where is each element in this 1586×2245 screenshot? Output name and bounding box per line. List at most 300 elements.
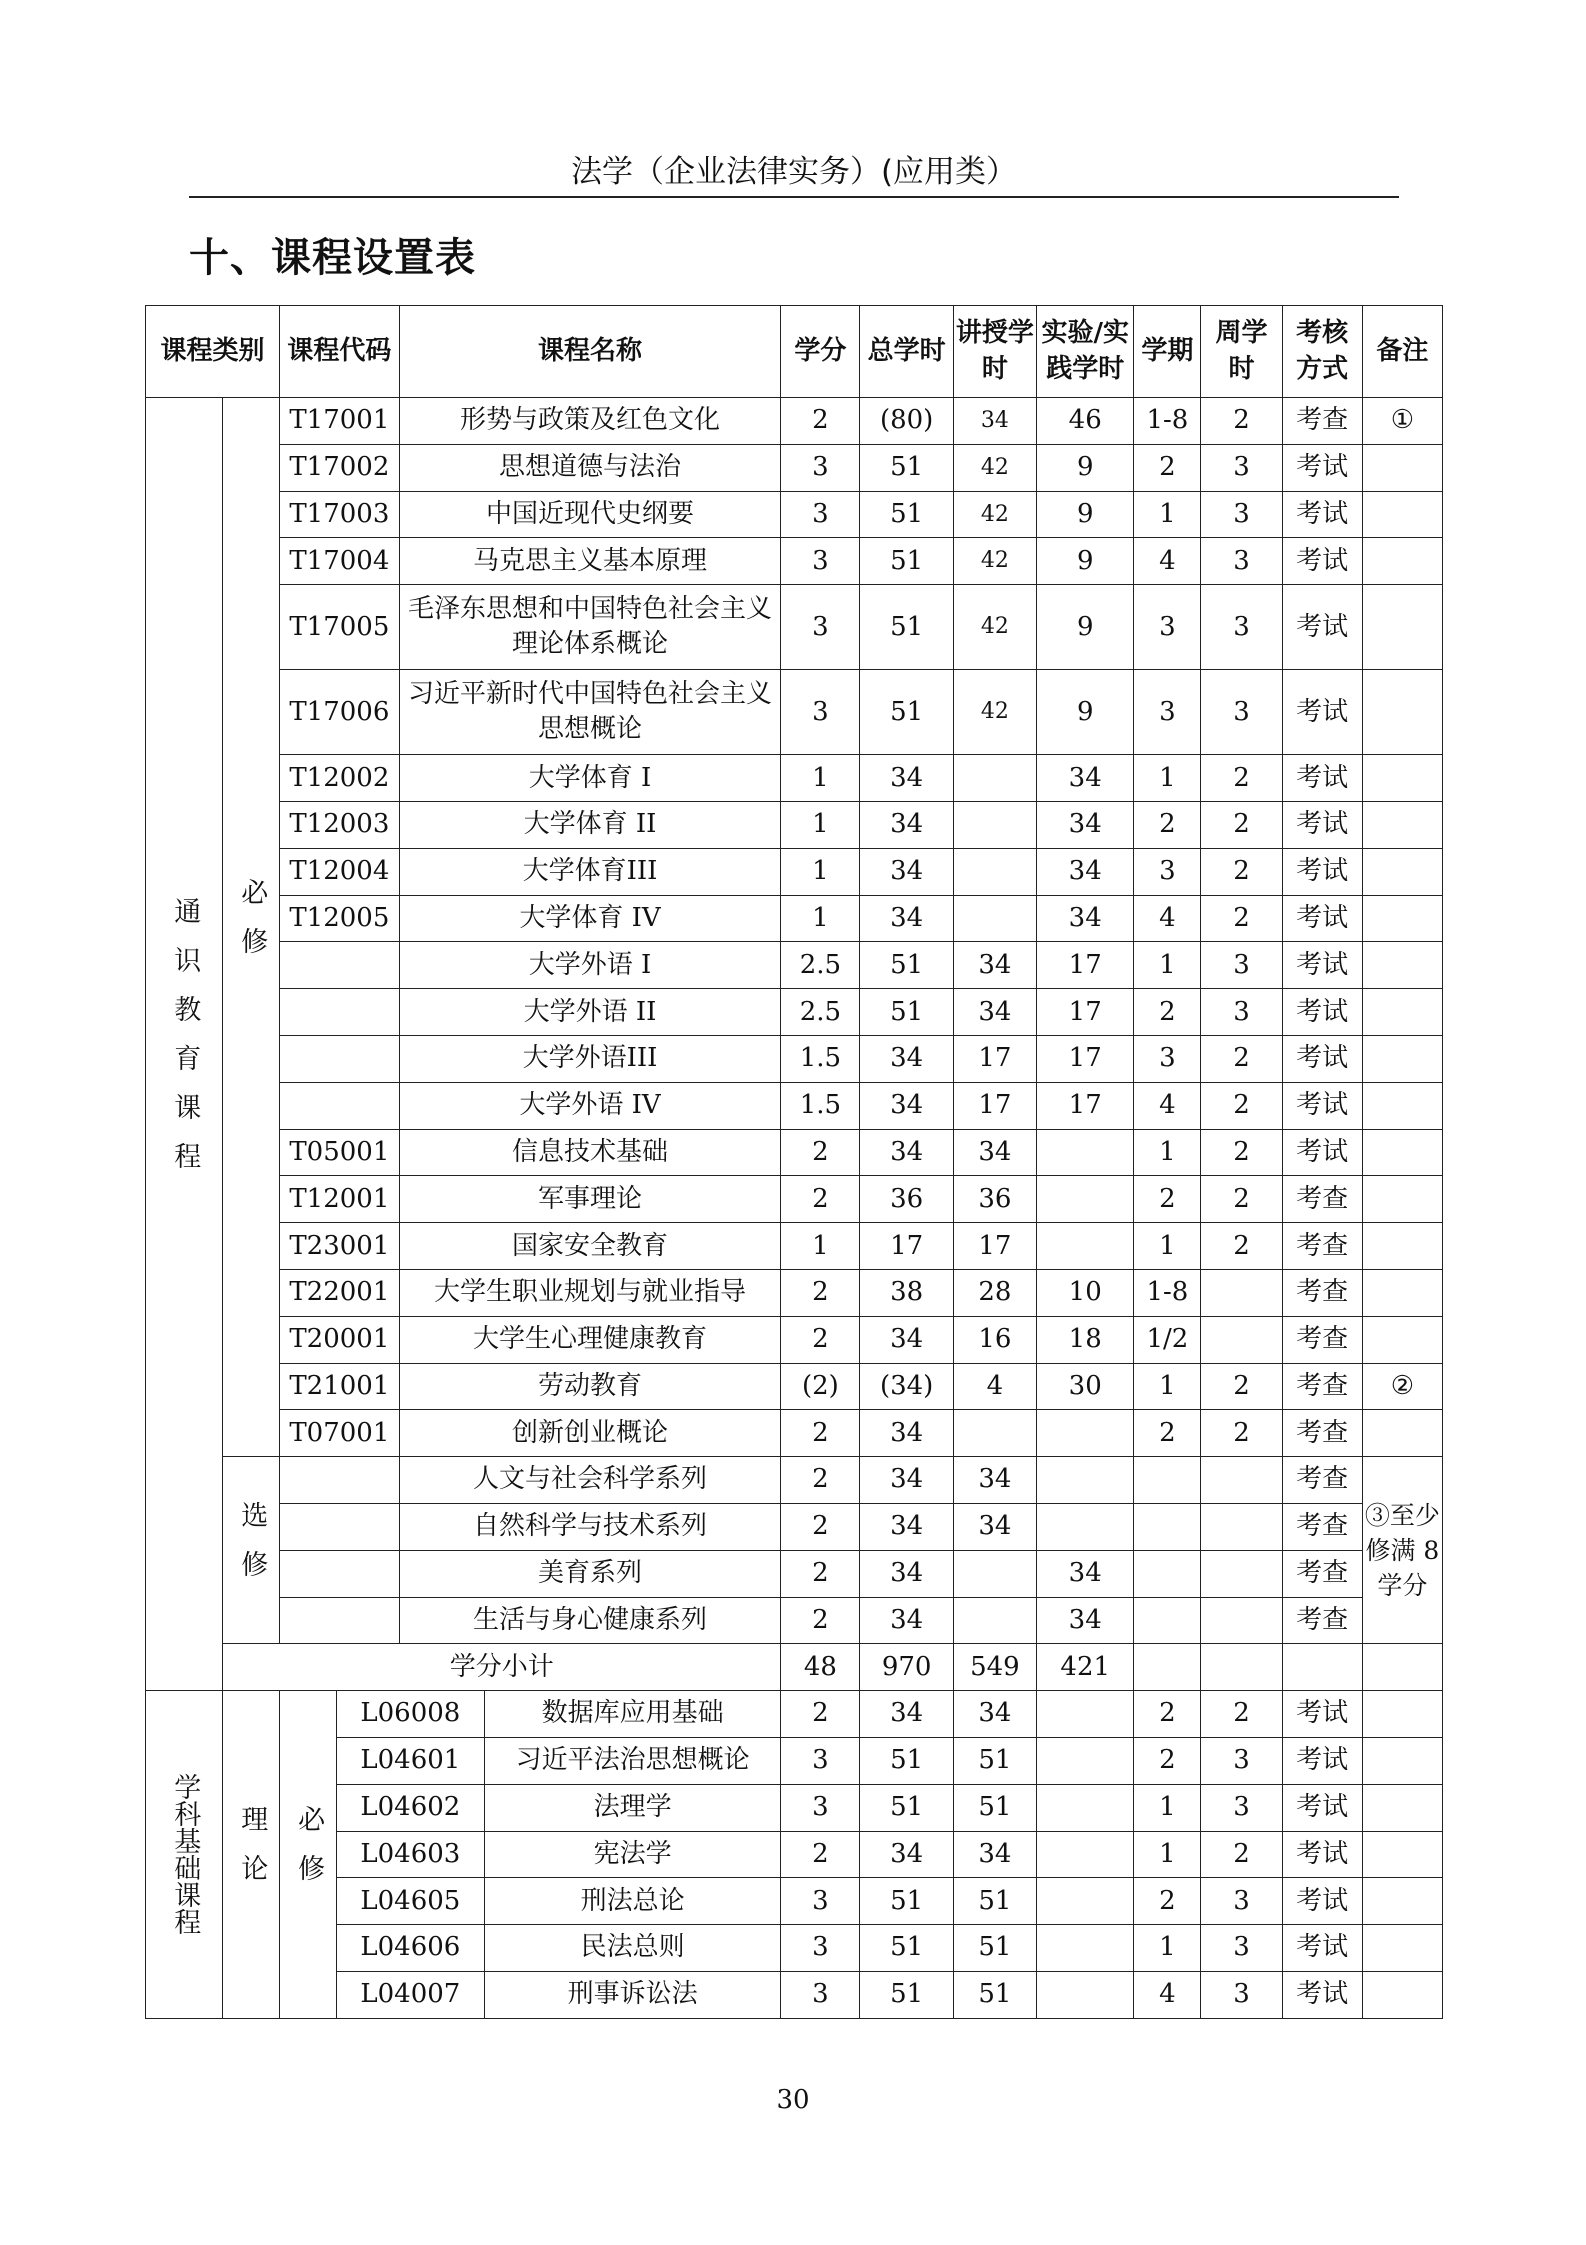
course-note <box>1362 1971 1442 2018</box>
course-exam: 考试 <box>1282 895 1362 942</box>
course-weekly <box>1201 1550 1282 1597</box>
course-code: L04603 <box>336 1831 484 1878</box>
course-code: T12005 <box>279 895 399 942</box>
course-credits: 3 <box>781 1925 860 1972</box>
course-weekly: 2 <box>1201 1035 1282 1082</box>
course-exam: 考查 <box>1282 1316 1362 1363</box>
course-lecture <box>953 1550 1036 1597</box>
course-lecture: 34 <box>953 942 1036 989</box>
required-discipline <box>279 1691 336 2019</box>
course-name: 大学生职业规划与就业指导 <box>399 1269 781 1316</box>
course-name: 大学体育 IV <box>399 895 781 942</box>
table-row <box>146 1550 1443 1597</box>
course-practice <box>1037 1691 1134 1738</box>
course-practice: 34 <box>1037 1550 1134 1597</box>
course-name: 大学生心理健康教育 <box>399 1316 781 1363</box>
course-exam: 考查 <box>1282 1363 1362 1410</box>
course-credits: 3 <box>781 1784 860 1831</box>
course-practice <box>1037 1457 1134 1504</box>
course-lecture: 34 <box>953 1129 1036 1176</box>
course-credits: 1 <box>781 755 860 802</box>
course-lecture: 51 <box>953 1971 1036 2018</box>
course-lecture: 42 <box>953 670 1036 755</box>
course-total: 51 <box>860 1784 953 1831</box>
table-row <box>146 1129 1443 1176</box>
course-name: 大学外语 I <box>399 942 781 989</box>
table-row <box>146 989 1443 1036</box>
course-total: 51 <box>860 670 953 755</box>
required-discipline-label: 必修 <box>293 1805 325 1904</box>
course-semester: 4 <box>1134 1971 1201 2018</box>
header-name: 课程名称 <box>399 306 781 398</box>
course-credits: 2.5 <box>781 942 860 989</box>
course-exam: 考试 <box>1282 942 1362 989</box>
table-row <box>146 1223 1443 1270</box>
course-name: 法理学 <box>484 1784 780 1831</box>
course-weekly: 3 <box>1201 670 1282 755</box>
course-weekly: 3 <box>1201 942 1282 989</box>
course-code: L04007 <box>336 1971 484 2018</box>
course-lecture <box>953 895 1036 942</box>
header-category: 课程类别 <box>146 306 280 398</box>
course-practice: 10 <box>1037 1269 1134 1316</box>
course-credits: 2 <box>781 1129 860 1176</box>
course-semester: 2 <box>1134 1878 1201 1925</box>
course-semester: 1-8 <box>1134 1269 1201 1316</box>
category-discipline <box>146 1691 223 2019</box>
course-practice: 34 <box>1037 848 1134 895</box>
table-row <box>146 1691 1443 1738</box>
course-exam: 考试 <box>1282 1971 1362 2018</box>
course-weekly: 2 <box>1201 801 1282 848</box>
course-semester <box>1134 1597 1201 1644</box>
subtotal-empty <box>1282 1644 1362 1691</box>
category-general <box>146 398 223 1691</box>
subtotal-total: 970 <box>860 1644 953 1691</box>
course-code: L04601 <box>336 1737 484 1784</box>
course-credits: 3 <box>781 585 860 670</box>
table-row <box>146 895 1443 942</box>
course-code: T12002 <box>279 755 399 802</box>
course-total: 34 <box>860 1129 953 1176</box>
course-exam: 考试 <box>1282 1129 1362 1176</box>
course-weekly: 2 <box>1201 1129 1282 1176</box>
course-total: 34 <box>860 801 953 848</box>
course-practice: 9 <box>1037 538 1134 585</box>
course-practice <box>1037 1410 1134 1457</box>
table-row <box>146 1410 1443 1457</box>
table-row <box>146 1971 1443 2018</box>
course-total: 51 <box>860 491 953 538</box>
header-code: 课程代码 <box>279 306 399 398</box>
course-total: 34 <box>860 1597 953 1644</box>
course-code: T12004 <box>279 848 399 895</box>
theory-discipline <box>223 1691 280 2019</box>
course-lecture <box>953 1410 1036 1457</box>
course-credits: 1 <box>781 895 860 942</box>
course-credits: 2 <box>781 1457 860 1504</box>
course-exam: 考试 <box>1282 1831 1362 1878</box>
course-code: T23001 <box>279 1223 399 1270</box>
course-weekly <box>1201 1457 1282 1504</box>
course-note <box>1362 1878 1442 1925</box>
course-lecture <box>953 755 1036 802</box>
course-weekly: 2 <box>1201 1223 1282 1270</box>
course-credits: 2 <box>781 1316 860 1363</box>
header-total-hours: 总学时 <box>860 306 953 398</box>
course-semester: 1/2 <box>1134 1316 1201 1363</box>
course-exam: 考查 <box>1282 1597 1362 1644</box>
table-row <box>146 1457 1443 1504</box>
elective-general-label: 选修 <box>236 1501 268 1600</box>
course-semester: 4 <box>1134 538 1201 585</box>
course-code: L04606 <box>336 1925 484 1972</box>
course-weekly: 3 <box>1201 538 1282 585</box>
course-semester: 4 <box>1134 895 1201 942</box>
course-note <box>1362 989 1442 1036</box>
course-exam: 考试 <box>1282 989 1362 1036</box>
course-note <box>1362 1410 1442 1457</box>
course-semester <box>1134 1503 1201 1550</box>
course-code: T17001 <box>279 398 399 445</box>
course-credits: (2) <box>781 1363 860 1410</box>
course-code <box>279 1503 399 1550</box>
course-credits: 2 <box>781 1503 860 1550</box>
course-exam: 考试 <box>1282 1925 1362 1972</box>
course-credits: 2 <box>781 1269 860 1316</box>
course-weekly: 2 <box>1201 1082 1282 1129</box>
table-row <box>146 444 1443 491</box>
course-code: L04605 <box>336 1878 484 1925</box>
course-code: T21001 <box>279 1363 399 1410</box>
course-total: 51 <box>860 1878 953 1925</box>
course-credits: 1.5 <box>781 1035 860 1082</box>
course-exam: 考试 <box>1282 585 1362 670</box>
course-credits: 3 <box>781 1971 860 2018</box>
header-note: 备注 <box>1362 306 1442 398</box>
header-practice-hours: 实验/实践学时 <box>1037 306 1134 398</box>
course-note <box>1362 895 1442 942</box>
course-credits: 2 <box>781 1176 860 1223</box>
course-exam: 考查 <box>1282 398 1362 445</box>
required-general-label: 必修 <box>236 878 268 977</box>
course-practice: 17 <box>1037 942 1134 989</box>
course-name: 大学外语 IV <box>399 1082 781 1129</box>
course-name: 自然科学与技术系列 <box>399 1503 781 1550</box>
course-total: 34 <box>860 848 953 895</box>
required-general <box>223 398 280 1457</box>
course-name: 信息技术基础 <box>399 1129 781 1176</box>
table-row <box>146 1035 1443 1082</box>
course-exam: 考查 <box>1282 1410 1362 1457</box>
course-semester: 1 <box>1134 1223 1201 1270</box>
category-discipline-label: 学科基础课程 <box>169 1773 201 1936</box>
course-code <box>279 1550 399 1597</box>
course-practice <box>1037 1971 1134 2018</box>
course-weekly: 2 <box>1201 848 1282 895</box>
course-name: 中国近现代史纲要 <box>399 491 781 538</box>
course-credits: 3 <box>781 1737 860 1784</box>
course-name: 国家安全教育 <box>399 1223 781 1270</box>
course-name: 民法总则 <box>484 1925 780 1972</box>
table-row <box>146 1176 1443 1223</box>
course-total: 34 <box>860 1082 953 1129</box>
table-row <box>146 1082 1443 1129</box>
course-semester <box>1134 1550 1201 1597</box>
course-total: 34 <box>860 755 953 802</box>
course-weekly <box>1201 1503 1282 1550</box>
table-row <box>146 1831 1443 1878</box>
course-lecture: 51 <box>953 1878 1036 1925</box>
course-weekly: 2 <box>1201 1410 1282 1457</box>
course-total: 51 <box>860 942 953 989</box>
course-exam: 考试 <box>1282 1784 1362 1831</box>
course-lecture: 17 <box>953 1082 1036 1129</box>
course-semester: 2 <box>1134 1737 1201 1784</box>
course-name: 军事理论 <box>399 1176 781 1223</box>
course-semester: 4 <box>1134 1082 1201 1129</box>
course-weekly: 3 <box>1201 1737 1282 1784</box>
table-row <box>146 491 1443 538</box>
table-row <box>146 942 1443 989</box>
course-code <box>279 1597 399 1644</box>
course-lecture: 42 <box>953 491 1036 538</box>
course-code <box>279 989 399 1036</box>
course-name: 马克思主义基本原理 <box>399 538 781 585</box>
table-row <box>146 1737 1443 1784</box>
header-exam: 考核方式 <box>1282 306 1362 398</box>
course-total: 34 <box>860 1503 953 1550</box>
course-semester: 2 <box>1134 1176 1201 1223</box>
subtotal-practice: 421 <box>1037 1644 1134 1691</box>
course-semester: 3 <box>1134 848 1201 895</box>
course-note: ① <box>1362 398 1442 445</box>
course-weekly <box>1201 1269 1282 1316</box>
table-row <box>146 670 1443 755</box>
course-credits: 1 <box>781 801 860 848</box>
course-note <box>1362 755 1442 802</box>
course-total: 17 <box>860 1223 953 1270</box>
course-total: 51 <box>860 989 953 1036</box>
course-exam: 考试 <box>1282 1737 1362 1784</box>
course-code <box>279 942 399 989</box>
course-exam: 考试 <box>1282 755 1362 802</box>
table-row <box>146 801 1443 848</box>
course-name: 大学外语 II <box>399 989 781 1036</box>
course-weekly: 2 <box>1201 398 1282 445</box>
course-credits: 1 <box>781 1223 860 1270</box>
course-exam: 考查 <box>1282 1269 1362 1316</box>
course-credits: 2 <box>781 1691 860 1738</box>
table-header-row <box>146 306 1443 398</box>
table-row <box>146 1269 1443 1316</box>
course-note <box>1362 491 1442 538</box>
course-note <box>1362 801 1442 848</box>
theory-discipline-label: 理论 <box>236 1805 268 1904</box>
elective-general <box>223 1457 280 1644</box>
table-row <box>146 1784 1443 1831</box>
course-practice <box>1037 1129 1134 1176</box>
course-credits: 1 <box>781 848 860 895</box>
course-exam: 考试 <box>1282 1878 1362 1925</box>
course-lecture: 51 <box>953 1925 1036 1972</box>
course-name: 生活与身心健康系列 <box>399 1597 781 1644</box>
course-total: (34) <box>860 1363 953 1410</box>
course-practice: 9 <box>1037 491 1134 538</box>
course-total: 51 <box>860 538 953 585</box>
course-exam: 考试 <box>1282 491 1362 538</box>
course-exam: 考试 <box>1282 538 1362 585</box>
course-code <box>279 1457 399 1504</box>
course-note <box>1362 1129 1442 1176</box>
course-exam: 考查 <box>1282 1503 1362 1550</box>
course-semester: 3 <box>1134 670 1201 755</box>
course-practice <box>1037 1503 1134 1550</box>
course-name: 创新创业概论 <box>399 1410 781 1457</box>
course-semester: 1 <box>1134 1129 1201 1176</box>
course-credits: 3 <box>781 491 860 538</box>
table-row <box>146 585 1443 670</box>
course-weekly: 3 <box>1201 1925 1282 1972</box>
course-total: 34 <box>860 1831 953 1878</box>
subtotal-lecture: 549 <box>953 1644 1036 1691</box>
course-weekly <box>1201 1597 1282 1644</box>
course-lecture: 34 <box>953 1831 1036 1878</box>
table-row <box>146 755 1443 802</box>
course-practice <box>1037 1925 1134 1972</box>
course-total: 51 <box>860 1971 953 2018</box>
course-lecture: 34 <box>953 398 1036 445</box>
course-credits: 3 <box>781 1878 860 1925</box>
course-semester <box>1134 1457 1201 1504</box>
course-exam: 考查 <box>1282 1176 1362 1223</box>
course-total: 34 <box>860 1550 953 1597</box>
course-total: 51 <box>860 1737 953 1784</box>
course-practice: 34 <box>1037 1597 1134 1644</box>
subtotal-empty <box>1201 1644 1282 1691</box>
course-lecture: 42 <box>953 444 1036 491</box>
course-weekly: 2 <box>1201 1363 1282 1410</box>
course-practice <box>1037 1223 1134 1270</box>
course-exam: 考查 <box>1282 1550 1362 1597</box>
course-code <box>279 1082 399 1129</box>
subtotal-label: 学分小计 <box>223 1644 781 1691</box>
course-lecture: 34 <box>953 1503 1036 1550</box>
course-lecture: 51 <box>953 1737 1036 1784</box>
elective-note <box>1362 1457 1442 1644</box>
course-code: T17004 <box>279 538 399 585</box>
course-lecture: 28 <box>953 1269 1036 1316</box>
course-name: 劳动教育 <box>399 1363 781 1410</box>
course-note <box>1362 942 1442 989</box>
course-code: T17002 <box>279 444 399 491</box>
course-practice: 34 <box>1037 895 1134 942</box>
header-weekly-hours: 周学时 <box>1201 306 1282 398</box>
course-code: T12001 <box>279 1176 399 1223</box>
course-name: 宪法学 <box>484 1831 780 1878</box>
elective-note-text: ③至少修满 8 学分 <box>1364 1500 1440 1600</box>
course-lecture: 16 <box>953 1316 1036 1363</box>
document-header: 法学（企业法律实务）(应用类） <box>189 148 1399 198</box>
course-lecture: 51 <box>953 1784 1036 1831</box>
course-total: 51 <box>860 585 953 670</box>
course-note <box>1362 1176 1442 1223</box>
course-total: 51 <box>860 1925 953 1972</box>
course-code: L04602 <box>336 1784 484 1831</box>
course-semester: 2 <box>1134 444 1201 491</box>
course-name: 毛泽东思想和中国特色社会主义理论体系概论 <box>399 585 781 670</box>
course-weekly: 2 <box>1201 755 1282 802</box>
course-practice <box>1037 1784 1134 1831</box>
course-semester: 1 <box>1134 1831 1201 1878</box>
section-title: 十、课程设置表 <box>189 235 476 281</box>
course-semester: 2 <box>1134 1410 1201 1457</box>
course-code <box>279 1035 399 1082</box>
course-exam: 考试 <box>1282 1082 1362 1129</box>
course-total: 34 <box>860 1035 953 1082</box>
course-practice: 30 <box>1037 1363 1134 1410</box>
course-semester: 2 <box>1134 1691 1201 1738</box>
course-note <box>1362 1831 1442 1878</box>
course-semester: 1-8 <box>1134 398 1201 445</box>
course-exam: 考查 <box>1282 1223 1362 1270</box>
course-name: 人文与社会科学系列 <box>399 1457 781 1504</box>
course-credits: 3 <box>781 670 860 755</box>
course-credits: 2 <box>781 1550 860 1597</box>
course-lecture: 17 <box>953 1223 1036 1270</box>
course-credits: 2 <box>781 1831 860 1878</box>
course-note <box>1362 1691 1442 1738</box>
course-practice <box>1037 1831 1134 1878</box>
course-weekly: 3 <box>1201 1784 1282 1831</box>
table-row <box>146 1597 1443 1644</box>
course-weekly: 3 <box>1201 1971 1282 2018</box>
course-name: 大学体育III <box>399 848 781 895</box>
course-practice: 18 <box>1037 1316 1134 1363</box>
course-code: T20001 <box>279 1316 399 1363</box>
course-name: 习近平新时代中国特色社会主义思想概论 <box>399 670 781 755</box>
table-row <box>146 1316 1443 1363</box>
table-row <box>146 1363 1443 1410</box>
course-exam: 考试 <box>1282 1035 1362 1082</box>
course-total: (80) <box>860 398 953 445</box>
course-practice: 9 <box>1037 444 1134 491</box>
course-name: 刑法总论 <box>484 1878 780 1925</box>
course-semester: 3 <box>1134 1035 1201 1082</box>
course-weekly: 2 <box>1201 895 1282 942</box>
course-credits: 2 <box>781 1410 860 1457</box>
course-name: 数据库应用基础 <box>484 1691 780 1738</box>
course-total: 34 <box>860 895 953 942</box>
course-table <box>145 305 1443 2019</box>
course-name: 习近平法治思想概论 <box>484 1737 780 1784</box>
course-credits: 1.5 <box>781 1082 860 1129</box>
course-note <box>1362 444 1442 491</box>
course-weekly: 3 <box>1201 1878 1282 1925</box>
header-semester: 学期 <box>1134 306 1201 398</box>
table-row <box>146 848 1443 895</box>
course-lecture <box>953 801 1036 848</box>
course-total: 34 <box>860 1691 953 1738</box>
table-row <box>146 1503 1443 1550</box>
course-note: ② <box>1362 1363 1442 1410</box>
course-total: 34 <box>860 1410 953 1457</box>
course-practice: 9 <box>1037 585 1134 670</box>
course-lecture: 34 <box>953 989 1036 1036</box>
course-practice: 34 <box>1037 801 1134 848</box>
course-practice: 34 <box>1037 755 1134 802</box>
page-number: 30 <box>776 2085 810 2115</box>
